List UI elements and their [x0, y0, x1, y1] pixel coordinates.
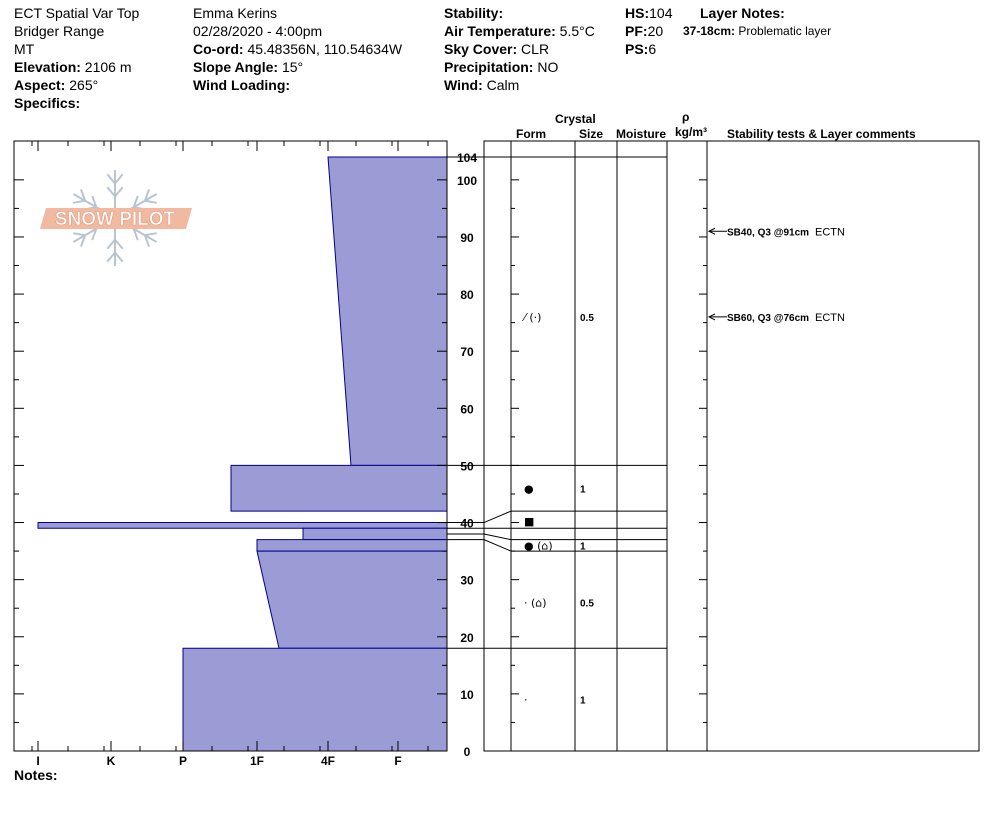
snow-height-label: 104 [456, 151, 478, 165]
moisture-header: Moisture [616, 127, 667, 141]
snowflake-branch [107, 174, 115, 183]
stability-test-result: ECTN [815, 311, 845, 324]
layer-note-range: 37-18cm: [683, 24, 736, 38]
grain-form: ⁄ (·) [524, 310, 542, 324]
depth-tick-label: 0 [463, 745, 471, 759]
snowflake-branch [107, 253, 115, 262]
depth-tick-label: 70 [460, 345, 474, 360]
hardness-layer-6 [257, 551, 447, 648]
grain-size: 0.5 [580, 598, 594, 610]
air-temp-value: 5.5°C [559, 23, 595, 39]
layer-notes-title: Layer Notes: [700, 5, 785, 21]
wind-loading-label: Wind Loading: [193, 77, 291, 93]
stability-test-result: ECTN [815, 226, 845, 239]
observer-name: Emma Kerins [193, 5, 278, 21]
hardness-layer-4 [303, 528, 447, 539]
coord-label: Co-ord: [193, 41, 244, 57]
grain-form: · [524, 693, 528, 707]
depth-tick-label: 90 [460, 230, 474, 245]
elevation-value: 2106 m [84, 59, 132, 75]
depth-tick-label: 100 [456, 173, 478, 188]
snowflake-branch [73, 201, 85, 203]
hardness-layer-5 [257, 540, 447, 551]
stability-test-label [727, 226, 845, 238]
aspect-label: Aspect: [14, 77, 66, 93]
snowflake-branch [73, 233, 85, 235]
ps-value: 6 [648, 41, 657, 57]
hardness-layer-7 [183, 648, 447, 751]
precip-value: NO [537, 59, 559, 75]
slope-value: 15° [281, 59, 304, 75]
hardness-tick-label: F [394, 754, 402, 768]
rho-header: ρ [682, 110, 690, 124]
snowflake-branch [115, 253, 123, 262]
layer-connector [447, 511, 511, 522]
stability-header: Stability tests & Layer comments [727, 127, 916, 141]
snowflake-branch [115, 187, 123, 196]
hardness-tick-label: 1F [249, 754, 265, 768]
size-header: Size [579, 127, 604, 141]
snowflake-branch [107, 240, 115, 249]
hardness-layer-1 [328, 157, 447, 465]
depth-tick-label: 30 [460, 573, 474, 588]
hs-label: HS: [625, 5, 650, 21]
wind-value: Calm [486, 77, 520, 93]
slope-label: Slope Angle: [193, 59, 279, 75]
depth-tick-label: 80 [460, 288, 474, 303]
depth-tick-label: 20 [460, 630, 474, 645]
range-name: Bridger Range [14, 23, 105, 39]
grain-form: ■ [524, 514, 535, 528]
snowflake-branch [107, 187, 115, 196]
sky-value: CLR [521, 41, 550, 57]
hardness-tick-label: I [36, 754, 40, 768]
stability-test-id: SB60, Q3 @76cm [727, 312, 810, 324]
grain-size: 1 [580, 484, 586, 496]
snowflake-branch [145, 201, 157, 203]
ps-label: PS: [625, 41, 649, 57]
hs-value: 104 [649, 5, 673, 21]
logo-text: SNOW PILOT [54, 209, 176, 230]
depth-tick-label: 60 [460, 402, 474, 417]
depth-tick-label: 10 [460, 687, 474, 702]
aspect-value: 265° [69, 77, 99, 93]
stability-test-label [727, 312, 845, 324]
grain-form: ● [524, 482, 534, 496]
state-name: MT [14, 41, 35, 57]
elevation-label: Elevation: [14, 59, 81, 75]
stability-test-id: SB40, Q3 @91cm [727, 227, 810, 239]
wind-label: Wind: [444, 77, 483, 93]
hardness-tick-label: P [178, 754, 188, 768]
sky-label: Sky Cover: [444, 41, 518, 57]
snowpilot-logo [40, 170, 192, 266]
snowflake-branch [115, 174, 123, 183]
observation-datetime: 02/28/2020 - 4:00pm [193, 23, 323, 39]
hardness-layer-3 [38, 523, 447, 529]
crystal-header: Crystal [555, 112, 596, 126]
depth-tick-label: 40 [460, 516, 474, 531]
profile-title: ECT Spatial Var Top [14, 5, 140, 21]
pf-label: PF: [625, 23, 648, 39]
grain-size: 0.5 [580, 312, 594, 324]
snowflake-branch [115, 240, 123, 249]
pf-value: 20 [647, 23, 664, 39]
form-header: Form [516, 127, 546, 141]
layer-note-text: Problematic layer [738, 24, 832, 38]
layer-connector [447, 534, 511, 540]
coord-value: 45.48356N, 110.54634W [247, 41, 403, 57]
hardness-tick-label: 4F [320, 754, 336, 768]
grain-form: · (⌂) [524, 596, 547, 610]
air-temp-label: Air Temperature: [444, 23, 556, 39]
specifics-label: Specifics: [14, 95, 81, 111]
precip-label: Precipitation: [444, 59, 534, 75]
grain-size: 1 [580, 541, 586, 553]
grain-size: 1 [580, 695, 586, 707]
layer-connector [447, 540, 511, 551]
grain-form: ● (⌂) [524, 539, 553, 553]
hardness-tick-label: K [106, 754, 116, 768]
density-header: kg/m³ [675, 125, 708, 139]
depth-tick-label: 50 [460, 459, 474, 474]
snowflake-branch [145, 233, 157, 235]
hardness-layer-2 [231, 465, 447, 511]
stability-label: Stability: [444, 5, 504, 21]
notes-label: Notes: [14, 767, 58, 783]
